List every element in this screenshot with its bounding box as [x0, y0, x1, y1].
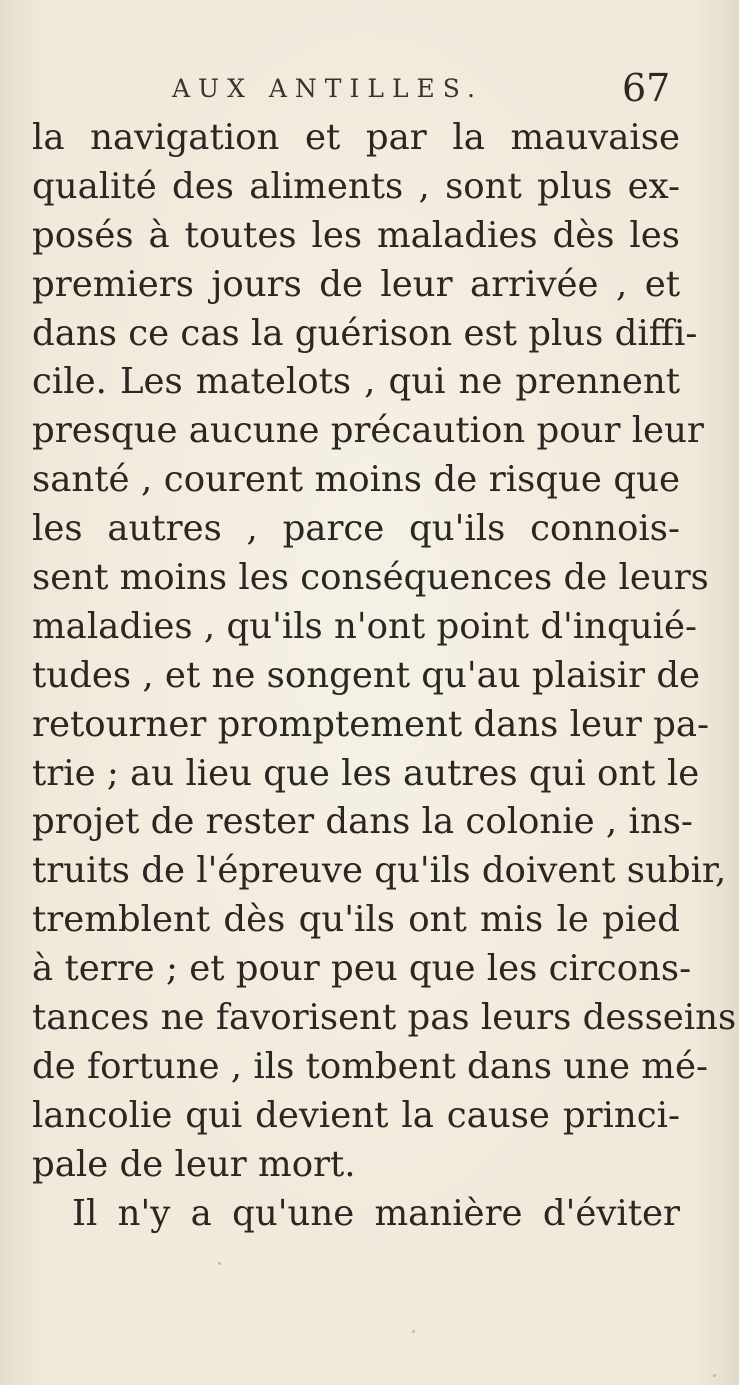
paper-speck	[218, 1262, 221, 1265]
text-line: lancolie qui devient la cause princi-	[32, 1094, 680, 1136]
text-line: premiers jours de leur arrivée , et	[32, 263, 680, 305]
body-text	[32, 114, 737, 1238]
text-line: presque aucune précaution pour leur	[32, 410, 704, 452]
text-line: truits de l'épreuve qu'ils doivent subir,	[32, 850, 727, 892]
page-number: 67	[622, 66, 671, 110]
text-line: projet de rester dans la colonie , ins-	[32, 801, 693, 843]
text-line: maladies , qu'ils n'ont point d'inquié-	[32, 605, 697, 647]
text-line: santé , courent moins de risque que	[32, 459, 680, 501]
text-line: qualité des aliments , sont plus ex-	[32, 165, 680, 207]
text-line: sent moins les conséquences de leurs	[32, 557, 709, 599]
paper-speck	[412, 1330, 415, 1333]
text-line: dans ce cas la guérison est plus diffi-	[32, 312, 698, 354]
text-line: posés à toutes les maladies dès les	[32, 214, 680, 256]
text-line: à terre ; et pour peu que les circons-	[32, 948, 692, 990]
text-line-paragraph-start: Il n'y a qu'une manière d'éviter	[72, 1192, 680, 1234]
text-line: trie ; au lieu que les autres qui ont le	[32, 752, 700, 794]
text-line-paragraph-end: pale de leur mort.	[32, 1143, 356, 1185]
running-head: AUX ANTILLES.	[172, 74, 483, 103]
text-line: tances ne favorisent pas leurs desseins	[32, 997, 737, 1039]
text-line: les autres , parce qu'ils connois-	[32, 508, 680, 550]
text-line: de fortune , ils tombent dans une mé-	[32, 1045, 708, 1087]
text-line: retourner promptement dans leur pa-	[32, 703, 710, 745]
text-line: cile. Les matelots , qui ne prennent	[32, 361, 680, 403]
text-line: tudes , et ne songent qu'au plaisir de	[32, 654, 701, 696]
paper-speck	[713, 1374, 716, 1377]
text-line: la navigation et par la mauvaise	[32, 117, 680, 158]
page-header	[0, 66, 739, 120]
text-line: tremblent dès qu'ils ont mis le pied	[32, 899, 680, 941]
